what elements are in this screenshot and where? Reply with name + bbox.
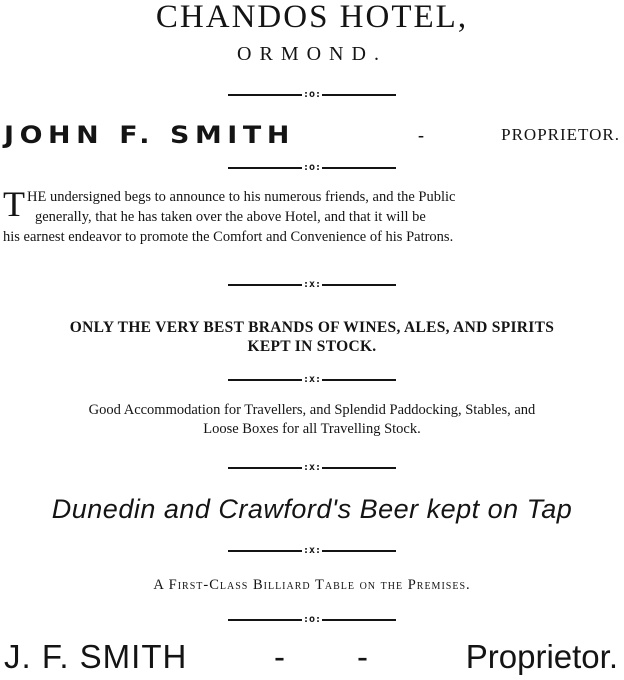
divider-mark: :o:	[302, 162, 322, 173]
divider-5	[0, 462, 624, 474]
footer-dash-1: -	[274, 638, 285, 675]
brands-line-2: KEPT IN STOCK.	[247, 338, 377, 355]
footer-name: J. F. SMITH	[4, 638, 188, 675]
hotel-name: CHANDOS HOTEL,	[155, 0, 469, 35]
divider-mark: :x:	[302, 545, 322, 556]
proprietor-dash: -	[418, 125, 424, 145]
announcement-line-2: generally, that he has taken over the above Hotel, and that it will be	[35, 209, 426, 225]
announcement-paragraph	[3, 184, 621, 247]
brands-line-1: ONLY THE VERY BEST BRANDS OF WINES, ALES, AND SPIRITS	[69, 319, 555, 336]
town-name: ORMOND.	[237, 43, 387, 65]
billiard-notice: A First-Class Billiard Table on the Premises.	[153, 577, 471, 593]
beer-notice: Dunedin and Crawford's Beer kept on Tap	[51, 494, 573, 524]
footer-dash-2: -	[357, 638, 368, 675]
divider-mark: :o:	[302, 614, 322, 625]
footer-signature	[0, 637, 624, 677]
accommodation-notice	[0, 401, 624, 439]
announcement-line-1: HE undersigned begs to announce to his numerous friends, and the Public	[27, 189, 456, 205]
accommodation-line-1: Good Accommodation for Travellers, and Splendid Paddocking, Stables, and	[88, 402, 536, 418]
divider-mark: :o:	[302, 89, 322, 100]
brands-notice	[0, 318, 624, 356]
proprietor-title: PROPRIETOR.	[501, 125, 620, 144]
divider-4	[0, 374, 624, 386]
proprietor-line	[0, 120, 624, 150]
divider-2	[0, 162, 624, 174]
divider-1	[0, 89, 624, 101]
announcement-line-3: his earnest endeavor to promote the Comfort and Convenience of his Patrons.	[3, 229, 454, 245]
accommodation-line-2: Loose Boxes for all Travelling Stock.	[203, 421, 421, 437]
divider-mark: :x:	[302, 462, 322, 473]
divider-3	[0, 279, 624, 291]
footer-title: Proprietor.	[465, 638, 618, 675]
divider-mark: :x:	[302, 279, 322, 290]
divider-6	[0, 545, 624, 557]
drop-cap: T	[3, 184, 25, 224]
divider-7	[0, 614, 624, 626]
proprietor-name: JOHN F. SMITH	[4, 121, 295, 149]
divider-mark: :x:	[302, 374, 322, 385]
